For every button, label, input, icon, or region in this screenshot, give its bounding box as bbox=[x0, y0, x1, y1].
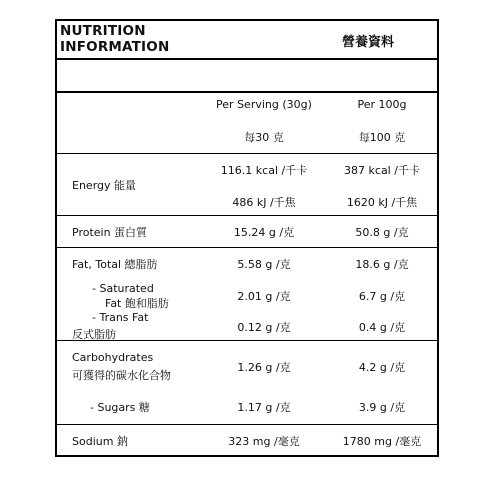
saturated-fat-serving: 2.01 g /克 bbox=[237, 290, 291, 303]
nutrition-panel bbox=[55, 19, 439, 457]
carbohydrates-label-1: Carbohydrates bbox=[72, 351, 154, 364]
divider bbox=[57, 215, 437, 216]
col-per-100g: Per 100g bbox=[357, 98, 407, 111]
divider-thick bbox=[57, 91, 437, 93]
sugars-per100: 3.9 g /克 bbox=[358, 401, 406, 414]
col-per-serving: Per Serving (30g) bbox=[216, 98, 312, 111]
protein-serving: 15.24 g /克 bbox=[233, 226, 295, 239]
trans-fat-label-1: - Trans Fat bbox=[92, 311, 149, 324]
fat-total-serving: 5.58 g /克 bbox=[237, 258, 291, 271]
divider bbox=[57, 424, 437, 425]
divider-thick bbox=[57, 58, 437, 60]
sugars-serving: 1.17 g /克 bbox=[237, 401, 291, 414]
title-en: NUTRITION INFORMATION bbox=[60, 23, 170, 55]
energy-serving-kj: 486 kJ /千焦 bbox=[232, 196, 296, 209]
trans-fat-per100: 0.4 g /克 bbox=[358, 321, 406, 334]
sodium-label: Sodium 鈉 bbox=[72, 435, 128, 448]
sodium-per100: 1780 mg /毫克 bbox=[342, 435, 422, 448]
protein-label: Protein 蛋白質 bbox=[72, 226, 148, 239]
energy-label: Energy 能量 bbox=[72, 179, 137, 192]
divider bbox=[57, 153, 437, 154]
energy-serving-kcal: 116.1 kcal /千卡 bbox=[220, 164, 308, 177]
saturated-fat-per100: 6.7 g /克 bbox=[358, 290, 406, 303]
divider bbox=[57, 247, 437, 248]
col-per-serving-zh: 每30 克 bbox=[244, 131, 284, 144]
carbohydrates-per100: 4.2 g /克 bbox=[358, 361, 406, 374]
energy-per100-kcal: 387 kcal /千卡 bbox=[344, 164, 420, 177]
col-per-100g-zh: 每100 克 bbox=[358, 131, 406, 144]
fat-total-label: Fat, Total 總脂肪 bbox=[72, 258, 158, 271]
fat-total-per100: 18.6 g /克 bbox=[355, 258, 409, 271]
trans-fat-serving: 0.12 g /克 bbox=[237, 321, 291, 334]
saturated-fat-label-2: Fat 飽和脂肪 bbox=[105, 297, 169, 310]
energy-per100-kj: 1620 kJ /千焦 bbox=[346, 196, 418, 209]
title-zh: 營養資料 bbox=[342, 35, 395, 50]
carbohydrates-label-2: 可獲得的碳水化合物 bbox=[72, 369, 171, 382]
carbohydrates-serving: 1.26 g /克 bbox=[237, 361, 291, 374]
trans-fat-label-2: 反式脂肪 bbox=[72, 328, 116, 341]
sodium-serving: 323 mg /毫克 bbox=[228, 435, 300, 448]
sugars-label: - Sugars 糖 bbox=[90, 401, 150, 414]
saturated-fat-label-1: - Saturated bbox=[92, 282, 154, 295]
protein-per100: 50.8 g /克 bbox=[355, 226, 409, 239]
